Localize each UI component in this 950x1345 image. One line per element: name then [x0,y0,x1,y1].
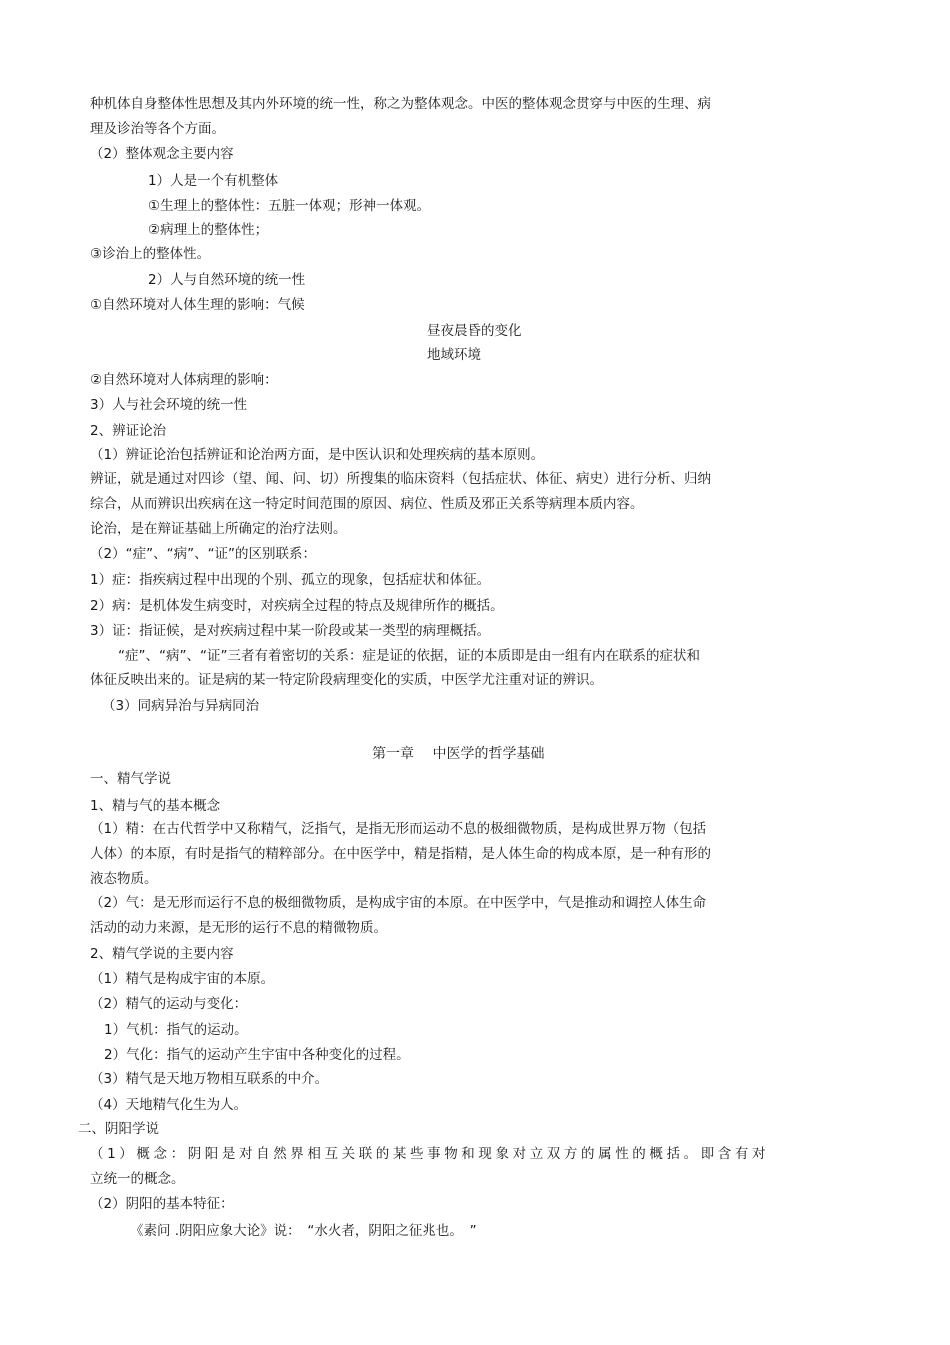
text-line: （1）精气是构成宇宙的本原。 [90,971,275,987]
text-line: “症”、“病”、“证”三者有着密切的关系：症是证的依据，证的本质即是由一组有内在联系的症状和 [118,648,700,664]
text-line: 人体）的本原，有时是指气的精粹部分。在中医学中，精是指精，是人体生命的构成本原，是一种有形的 [90,846,711,862]
text-line: 种机体自身整体性思想及其内外环境的统一性，称之为整体观念。中医的整体观念贯穿与中医的生理、病 [90,96,711,112]
section-heading: （2）整体观念主要内容 [90,146,234,162]
section-heading: 2、精气学说的主要内容 [90,946,234,962]
text-line: ②病理上的整体性； [148,222,269,238]
section-heading: 二、阴阳学说 [78,1121,159,1137]
text-line: 辨证，就是通过对四诊（望、闻、问、切）所搜集的临床资料（包括症状、体征、病史）进行分析、归纳 [90,471,711,487]
text-line: 活动的动力来源，是无形的运行不息的精微物质。 [90,920,387,936]
text-line: 体征反映出来的。证是病的某一特定阶段病理变化的实质，中医学尤注重对证的辨识。 [90,672,603,688]
section-heading: 一、精气学说 [90,771,171,787]
section-heading: 2、辨证论治 [90,423,167,439]
text-line: 理及诊治等各个方面。 [90,121,225,137]
sub-heading: 2）人与自然环境的统一性 [148,272,306,288]
section-heading: 1、精与气的基本概念 [90,798,221,814]
text-line: ①生理上的整体性：五脏一体观；形神一体观。 [148,198,431,214]
text-line: 1）症：指疾病过程中出现的个别、孤立的现象，包括症状和体征。 [90,572,491,588]
text-line: （1）精：在古代哲学中又称精气，泛指气，是指无形而运动不息的极细微物质，是构成世界万物（包括 [90,821,707,837]
text-line: 地域环境 [427,347,481,363]
chapter-title: 第一章 中医学的哲学基础 [372,746,545,762]
text-line: ③诊治上的整体性。 [90,246,211,262]
text-line: 3）证：指证候，是对疾病过程中某一阶段或某一类型的病理概括。 [90,623,491,639]
section-heading: （3）同病异治与异病同治 [102,698,260,714]
section-heading: （2）阴阳的基本特征： [90,1196,234,1212]
text-line: 2）病：是机体发生病变时，对疾病全过程的特点及规律所作的概括。 [90,598,504,614]
section-heading: （2）“症”、“病”、“证”的区别联系： [90,546,317,562]
text-line: 2）气化：指气的运动产生宇宙中各种变化的过程。 [104,1047,410,1063]
text-line: （3）精气是天地万物相互联系的中介。 [90,1071,329,1087]
text-line: （4）天地精气化生为人。 [90,1097,248,1113]
text-line: 论治，是在辩证基础上所确定的治疗法则。 [90,521,347,537]
sub-heading: 1）人是一个有机整体 [148,173,279,189]
sub-heading: 3）人与社会环境的统一性 [90,397,248,413]
text-line: （2）气：是无形而运行不息的极细微物质，是构成宇宙的本原。在中医学中，气是推动和调控人体生命 [90,895,707,911]
text-line: 综合，从而辨识出疾病在这一特定时间范围的原因、病位、性质及邪正关系等病理本质内容。 [90,496,644,512]
text-line: 立统一的概念。 [90,1171,185,1187]
text-line: （1）概念：阴阳是对自然界相互关联的某些事物和现象对立双方的属性的概括。即含有对 [90,1146,770,1162]
text-line: 1）气机：指气的运动。 [104,1022,248,1038]
text-line: （2）精气的运动与变化： [90,996,248,1012]
text-line: 液态物质。 [90,871,158,887]
text-line: ②自然环境对人体病理的影响： [90,372,278,388]
quote-line: 《素问 .阴阳应象大论》说： “水火者，阴阳之征兆也。 ” [130,1223,477,1239]
text-line: （1）辨证论治包括辨证和论治两方面，是中医认识和处理疾病的基本原则。 [90,447,545,463]
text-line: 昼夜晨昏的变化 [427,323,522,339]
text-line: ①自然环境对人体生理的影响：气候 [90,297,305,313]
